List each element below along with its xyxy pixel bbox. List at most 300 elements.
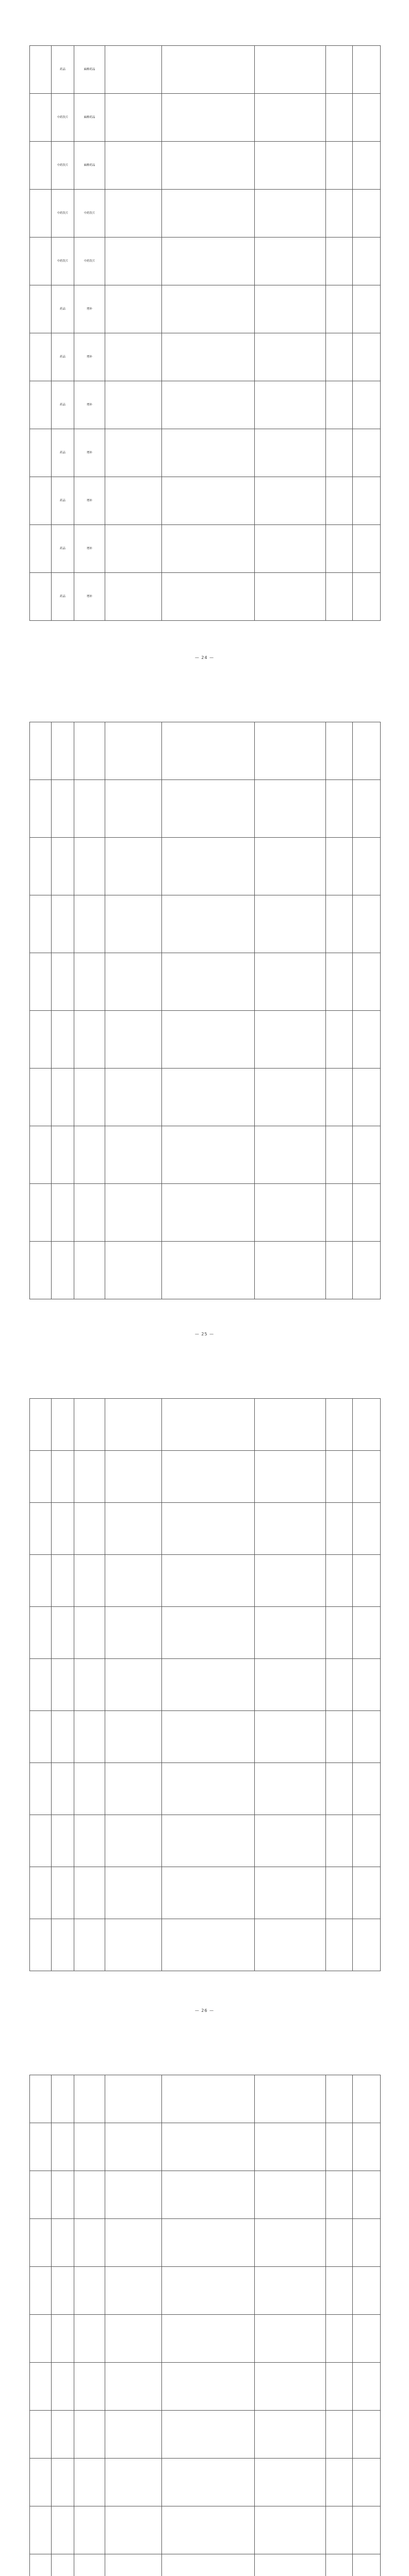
table-cell xyxy=(52,2267,74,2315)
table-cell xyxy=(52,1555,74,1607)
table-cell xyxy=(326,1711,353,1763)
table-cell xyxy=(105,2123,162,2171)
table-row xyxy=(30,2219,381,2267)
document-table xyxy=(29,45,381,621)
table-cell xyxy=(255,1711,326,1763)
table-cell xyxy=(74,2554,105,2576)
table-cell xyxy=(52,1069,74,1126)
table-cell xyxy=(326,1867,353,1919)
table-cell xyxy=(353,895,381,953)
table-cell xyxy=(30,477,52,525)
table-row xyxy=(30,1069,381,1126)
table-cell xyxy=(162,838,255,895)
table-cell xyxy=(326,190,353,238)
table-cell xyxy=(105,1451,162,1503)
table-cell xyxy=(353,2075,381,2123)
table-cell xyxy=(30,381,52,429)
table-cell xyxy=(162,2363,255,2411)
table-cell xyxy=(353,1919,381,1971)
table-cell xyxy=(162,1555,255,1607)
table-cell xyxy=(162,1399,255,1451)
table-cell xyxy=(162,2459,255,2506)
table-cell xyxy=(255,838,326,895)
table-cell xyxy=(255,2123,326,2171)
table-cell xyxy=(353,2459,381,2506)
table-cell xyxy=(326,1011,353,1069)
table-cell: 药品 xyxy=(52,381,74,429)
table-cell xyxy=(30,895,52,953)
table-cell xyxy=(326,2363,353,2411)
table-cell xyxy=(255,1867,326,1919)
table-cell xyxy=(162,429,255,477)
table-cell xyxy=(326,381,353,429)
table-cell xyxy=(353,2411,381,2459)
table-cell xyxy=(52,2411,74,2459)
table-row xyxy=(30,1763,381,1815)
table-cell xyxy=(30,838,52,895)
table-cell xyxy=(326,2506,353,2554)
table-cell xyxy=(255,953,326,1011)
table-row xyxy=(30,1126,381,1184)
table-cell: 增补 xyxy=(74,333,105,381)
table-cell xyxy=(52,953,74,1011)
table-cell xyxy=(105,2411,162,2459)
table-cell xyxy=(162,2123,255,2171)
table-cell xyxy=(30,1126,52,1184)
table-cell xyxy=(162,94,255,142)
table-cell xyxy=(353,1451,381,1503)
table-cell xyxy=(353,780,381,838)
table-row xyxy=(30,2315,381,2363)
table-cell xyxy=(255,1011,326,1069)
table-cell xyxy=(353,573,381,621)
table-cell xyxy=(353,1126,381,1184)
table-cell xyxy=(52,780,74,838)
table-cell xyxy=(105,2363,162,2411)
table-cell xyxy=(162,895,255,953)
table-cell xyxy=(74,838,105,895)
table-cell: 中药饮片 xyxy=(52,190,74,238)
table-row xyxy=(30,1867,381,1919)
table-cell xyxy=(353,94,381,142)
table-cell xyxy=(162,2554,255,2576)
table-cell xyxy=(353,381,381,429)
table-cell xyxy=(74,1607,105,1659)
table-cell xyxy=(52,1126,74,1184)
table-cell: 增补 xyxy=(74,285,105,333)
table-cell xyxy=(326,722,353,780)
table-cell: 增补 xyxy=(74,381,105,429)
table-cell xyxy=(30,1242,52,1299)
table-cell xyxy=(255,285,326,333)
table-cell xyxy=(52,1815,74,1867)
table-cell xyxy=(105,2315,162,2363)
table-cell xyxy=(74,1126,105,1184)
table-cell xyxy=(52,722,74,780)
table-cell xyxy=(74,2315,105,2363)
table-cell: 药品 xyxy=(52,429,74,477)
table-cell xyxy=(326,2459,353,2506)
table-cell xyxy=(52,1503,74,1555)
table-cell xyxy=(74,722,105,780)
table-cell xyxy=(255,2219,326,2267)
table-cell xyxy=(105,1763,162,1815)
table-cell xyxy=(255,2506,326,2554)
table-cell xyxy=(255,333,326,381)
table-cell xyxy=(162,2506,255,2554)
table-row xyxy=(30,429,381,477)
table-cell xyxy=(353,1069,381,1126)
table-cell xyxy=(105,2219,162,2267)
table-cell xyxy=(326,1242,353,1299)
table-cell xyxy=(30,1011,52,1069)
table-cell xyxy=(255,238,326,285)
table-cell xyxy=(74,1242,105,1299)
table-cell xyxy=(105,333,162,381)
table-cell xyxy=(30,2554,52,2576)
table-cell xyxy=(255,1607,326,1659)
table-cell xyxy=(326,2411,353,2459)
table-cell xyxy=(74,2123,105,2171)
table-cell xyxy=(162,1607,255,1659)
table-cell xyxy=(30,1763,52,1815)
table-cell xyxy=(353,2171,381,2219)
table-row xyxy=(30,142,381,190)
table-cell xyxy=(30,333,52,381)
table-cell xyxy=(74,2506,105,2554)
table-cell xyxy=(105,2267,162,2315)
table-cell xyxy=(52,1242,74,1299)
table-cell xyxy=(74,1184,105,1242)
page-number: — 26 — xyxy=(194,2008,215,2013)
table-cell xyxy=(353,2506,381,2554)
table-cell xyxy=(30,1919,52,1971)
table-cell xyxy=(255,46,326,94)
table-cell xyxy=(74,2171,105,2219)
table-cell xyxy=(255,2315,326,2363)
table-cell xyxy=(105,1659,162,1711)
table-cell xyxy=(255,525,326,573)
table-row xyxy=(30,381,381,429)
table-row xyxy=(30,1919,381,1971)
page xyxy=(0,0,409,676)
table-cell xyxy=(105,1242,162,1299)
table-cell xyxy=(30,2363,52,2411)
table-row xyxy=(30,2506,381,2554)
table-cell xyxy=(162,2075,255,2123)
table-cell xyxy=(105,1867,162,1919)
table-row xyxy=(30,190,381,238)
table-cell xyxy=(162,1711,255,1763)
table-cell xyxy=(162,1184,255,1242)
table-cell xyxy=(162,238,255,285)
table-cell xyxy=(353,2267,381,2315)
table-cell xyxy=(30,2219,52,2267)
table-cell xyxy=(162,1451,255,1503)
table-cell xyxy=(105,525,162,573)
table-cell xyxy=(326,2219,353,2267)
table-cell xyxy=(162,2411,255,2459)
table-cell xyxy=(30,1815,52,1867)
table-cell: 中药饮片 xyxy=(52,238,74,285)
table-row xyxy=(30,94,381,142)
table-cell xyxy=(353,333,381,381)
table-cell xyxy=(74,1711,105,1763)
table-cell xyxy=(326,285,353,333)
table-cell xyxy=(52,1451,74,1503)
table-cell xyxy=(353,1659,381,1711)
table-cell xyxy=(255,1242,326,1299)
table-cell xyxy=(30,722,52,780)
table-cell xyxy=(105,285,162,333)
table-cell xyxy=(326,333,353,381)
table-cell xyxy=(30,1503,52,1555)
table-cell xyxy=(162,190,255,238)
table-row xyxy=(30,2411,381,2459)
table-cell xyxy=(326,1126,353,1184)
table-cell xyxy=(326,477,353,525)
table-cell xyxy=(30,525,52,573)
table-cell xyxy=(74,2459,105,2506)
table-cell xyxy=(255,780,326,838)
table-row xyxy=(30,953,381,1011)
table-cell xyxy=(255,2267,326,2315)
table-cell xyxy=(52,2506,74,2554)
table-row xyxy=(30,333,381,381)
table-cell xyxy=(30,1659,52,1711)
table-cell xyxy=(105,573,162,621)
table-cell xyxy=(255,94,326,142)
table-cell xyxy=(30,238,52,285)
table-cell xyxy=(326,1399,353,1451)
table-cell xyxy=(74,1867,105,1919)
table-cell xyxy=(326,2267,353,2315)
table-cell xyxy=(52,2459,74,2506)
table-cell: 药品 xyxy=(52,333,74,381)
table-cell xyxy=(52,2075,74,2123)
table-cell xyxy=(30,1184,52,1242)
table-cell xyxy=(30,1451,52,1503)
table-cell xyxy=(326,429,353,477)
table-row xyxy=(30,1399,381,1451)
table-cell xyxy=(255,2075,326,2123)
table-cell xyxy=(353,238,381,285)
table-cell xyxy=(353,2315,381,2363)
page-number: — 24 — xyxy=(194,655,215,660)
table-cell xyxy=(74,1451,105,1503)
table-cell xyxy=(105,1607,162,1659)
table-cell xyxy=(52,1763,74,1815)
table-cell: 增补 xyxy=(74,525,105,573)
table-cell xyxy=(105,1126,162,1184)
table-cell xyxy=(52,2315,74,2363)
table-cell xyxy=(105,722,162,780)
table-cell xyxy=(52,2171,74,2219)
table-row xyxy=(30,780,381,838)
table-cell xyxy=(255,1399,326,1451)
table-row xyxy=(30,285,381,333)
table-cell: 药品 xyxy=(52,477,74,525)
table-cell xyxy=(326,142,353,190)
table-cell xyxy=(326,780,353,838)
table-cell xyxy=(162,780,255,838)
table-cell xyxy=(30,285,52,333)
table-cell xyxy=(105,190,162,238)
table-cell xyxy=(162,573,255,621)
table-cell xyxy=(353,1763,381,1815)
table-cell xyxy=(255,2363,326,2411)
table-cell xyxy=(74,2219,105,2267)
table-cell xyxy=(74,1503,105,1555)
table-row xyxy=(30,2554,381,2576)
table-row xyxy=(30,1711,381,1763)
table-cell xyxy=(30,573,52,621)
table-cell xyxy=(74,1763,105,1815)
table-cell xyxy=(255,1659,326,1711)
table-cell xyxy=(105,1815,162,1867)
table-cell xyxy=(326,238,353,285)
table-cell xyxy=(255,1451,326,1503)
table-row xyxy=(30,838,381,895)
page xyxy=(0,1353,409,2029)
table-cell xyxy=(353,477,381,525)
table-cell: 药品 xyxy=(52,525,74,573)
document-table xyxy=(29,2075,381,2576)
table-row xyxy=(30,1451,381,1503)
table-cell xyxy=(353,2554,381,2576)
table-cell xyxy=(30,1867,52,1919)
table-cell xyxy=(105,2554,162,2576)
table-cell xyxy=(255,2171,326,2219)
table-cell: 中药饮片 xyxy=(52,142,74,190)
table-cell xyxy=(353,429,381,477)
table-cell xyxy=(255,429,326,477)
table-row xyxy=(30,722,381,780)
table-cell xyxy=(30,1555,52,1607)
table-cell xyxy=(52,2554,74,2576)
table-cell xyxy=(162,1069,255,1126)
table-cell xyxy=(353,722,381,780)
table-cell: 中药饮片 xyxy=(52,94,74,142)
table-cell xyxy=(255,2554,326,2576)
table-cell xyxy=(353,1607,381,1659)
table-cell xyxy=(30,953,52,1011)
table-cell xyxy=(105,1011,162,1069)
table-cell xyxy=(74,780,105,838)
table-cell xyxy=(105,2459,162,2506)
table-row xyxy=(30,2075,381,2123)
table-cell xyxy=(326,1069,353,1126)
table-cell xyxy=(255,1555,326,1607)
table-cell xyxy=(326,2554,353,2576)
table-cell xyxy=(105,238,162,285)
table-cell xyxy=(162,1867,255,1919)
table-cell xyxy=(74,1815,105,1867)
table-cell xyxy=(74,2075,105,2123)
table-cell xyxy=(162,2267,255,2315)
table-cell xyxy=(52,1184,74,1242)
table-cell xyxy=(52,2123,74,2171)
table-cell xyxy=(353,2123,381,2171)
table-cell xyxy=(105,838,162,895)
table-cell xyxy=(255,1815,326,1867)
table-cell xyxy=(326,573,353,621)
table-row xyxy=(30,238,381,285)
table-row xyxy=(30,2363,381,2411)
table-row xyxy=(30,477,381,525)
table-row xyxy=(30,46,381,94)
table-cell: 药品 xyxy=(52,573,74,621)
table-cell xyxy=(105,46,162,94)
table-row xyxy=(30,1659,381,1711)
table-cell xyxy=(353,1815,381,1867)
table-cell xyxy=(162,477,255,525)
table-cell xyxy=(52,1867,74,1919)
table-cell xyxy=(255,1919,326,1971)
table-cell xyxy=(353,1555,381,1607)
table-row xyxy=(30,1242,381,1299)
table-row xyxy=(30,1555,381,1607)
table-cell: 药品 xyxy=(52,285,74,333)
table-cell xyxy=(162,953,255,1011)
table-cell xyxy=(74,2267,105,2315)
table-cell xyxy=(162,46,255,94)
table-cell xyxy=(162,1815,255,1867)
table-cell xyxy=(255,1763,326,1815)
table-cell xyxy=(74,1069,105,1126)
table-cell xyxy=(255,142,326,190)
table-cell xyxy=(326,2171,353,2219)
table-cell xyxy=(74,1399,105,1451)
table-cell xyxy=(30,1607,52,1659)
table-cell xyxy=(255,190,326,238)
table-cell xyxy=(162,2315,255,2363)
table-cell xyxy=(353,2363,381,2411)
table-cell xyxy=(162,525,255,573)
table-cell xyxy=(52,838,74,895)
table-row xyxy=(30,1815,381,1867)
page xyxy=(0,676,409,1353)
table-cell xyxy=(353,953,381,1011)
table-cell xyxy=(353,1011,381,1069)
table-cell xyxy=(326,94,353,142)
table-cell xyxy=(105,1711,162,1763)
table-cell xyxy=(105,477,162,525)
table-cell xyxy=(255,1069,326,1126)
table-cell xyxy=(326,1659,353,1711)
table-cell xyxy=(30,2315,52,2363)
table-cell xyxy=(30,190,52,238)
table-cell xyxy=(353,1399,381,1451)
table-cell xyxy=(353,285,381,333)
table-cell xyxy=(105,429,162,477)
table-cell xyxy=(74,2363,105,2411)
table-cell xyxy=(326,1607,353,1659)
table-cell xyxy=(105,1069,162,1126)
table-cell xyxy=(105,94,162,142)
table-cell: 中药饮片 xyxy=(74,190,105,238)
table-cell xyxy=(326,1451,353,1503)
table-cell xyxy=(353,190,381,238)
table-cell xyxy=(105,780,162,838)
table-cell: 麻醉药品 xyxy=(74,94,105,142)
table-cell: 中药饮片 xyxy=(74,238,105,285)
table-cell xyxy=(326,1555,353,1607)
table-cell xyxy=(326,1184,353,1242)
table-cell xyxy=(105,953,162,1011)
table-cell xyxy=(162,2171,255,2219)
table-cell xyxy=(353,525,381,573)
